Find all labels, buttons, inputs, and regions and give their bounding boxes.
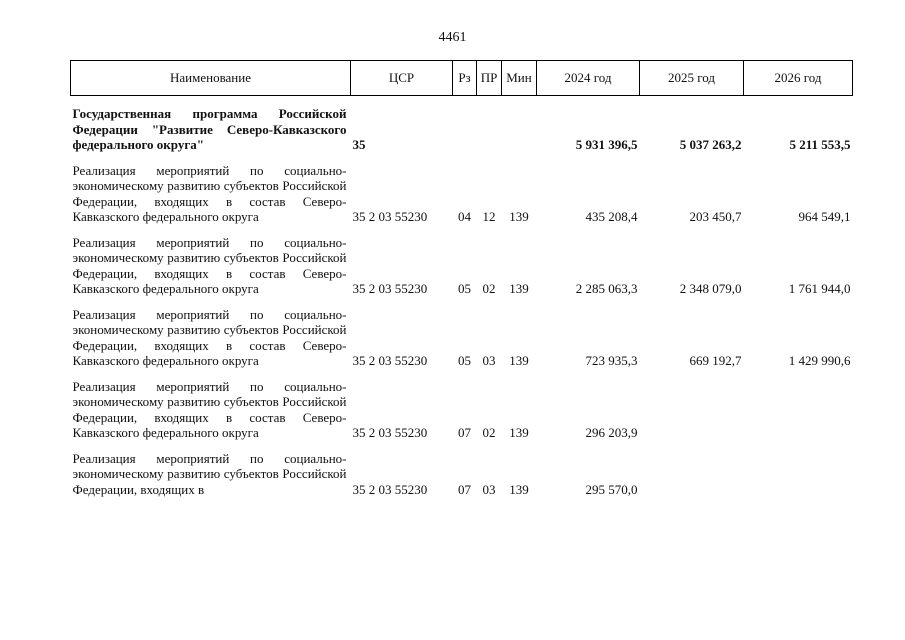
row-csr: 35 2 03 55230 bbox=[352, 209, 428, 224]
row-name: Реализация мероприятий по социально-экономическому развитию субъектов Российской Федерации, входящих в состав Северо-Кавказского федерального округа bbox=[72, 306, 347, 368]
row-2026 bbox=[744, 451, 853, 498]
header-name: Наименование bbox=[71, 61, 351, 96]
budget-table bbox=[70, 60, 853, 497]
row-pr: 03 bbox=[482, 353, 496, 368]
row-pr bbox=[477, 106, 502, 163]
row-2025: 669 192,7 bbox=[689, 353, 742, 368]
row-2025: 5 037 263,2 bbox=[679, 137, 742, 152]
row-name: Реализация мероприятий по социально-экономическому развитию субъектов Российской Федерации, входящих в состав Северо-Кавказского федерального округа bbox=[72, 162, 347, 224]
header-2025: 2025 год bbox=[640, 61, 744, 96]
row-csr: 35 2 03 55230 bbox=[352, 281, 428, 296]
row-pr: 02 bbox=[482, 281, 496, 296]
row-rz: 07 bbox=[458, 481, 471, 497]
row-2025 bbox=[640, 451, 744, 498]
table-row bbox=[71, 307, 853, 379]
row-rz bbox=[453, 106, 477, 163]
table-header-row bbox=[71, 61, 853, 96]
row-2026: 5 211 553,5 bbox=[789, 137, 851, 152]
table-row bbox=[71, 163, 853, 235]
row-name: Реализация мероприятий по социально-экономическому развитию субъектов Российской Федерации, входящих в состав Северо-Кавказского федерального округа bbox=[72, 234, 347, 296]
table-row bbox=[71, 235, 853, 307]
row-pr: 02 bbox=[482, 425, 496, 440]
row-2024: 435 208,4 bbox=[585, 209, 638, 224]
row-2024: 723 935,3 bbox=[585, 353, 638, 368]
row-min: 139 bbox=[509, 353, 529, 368]
row-rz: 05 bbox=[458, 281, 471, 296]
header-2024: 2024 год bbox=[537, 61, 640, 96]
row-2026: 964 549,1 bbox=[798, 209, 851, 224]
row-pr: 12 bbox=[482, 209, 496, 224]
row-name: Реализация мероприятий по социально-экономическому развитию субъектов Российской Федерации, входящих в bbox=[72, 450, 347, 497]
table-row-program bbox=[71, 106, 853, 163]
row-2024: 2 285 063,3 bbox=[575, 281, 638, 296]
row-pr: 03 bbox=[482, 481, 496, 497]
row-min: 139 bbox=[509, 209, 529, 224]
table-row bbox=[71, 451, 853, 498]
header-pr: ПР bbox=[477, 61, 502, 96]
header-2026: 2026 год bbox=[744, 61, 853, 96]
row-min: 139 bbox=[509, 281, 529, 296]
row-2026: 1 429 990,6 bbox=[788, 353, 851, 368]
row-csr: 35 bbox=[352, 137, 366, 152]
row-csr: 35 2 03 55230 bbox=[352, 425, 428, 440]
row-name: Государственная программа Российской Федерации "Развитие Северо-Кавказского федерального округа" bbox=[72, 106, 347, 152]
row-2024: 295 570,0 bbox=[585, 481, 638, 497]
row-min: 139 bbox=[509, 425, 529, 440]
row-name: Реализация мероприятий по социально-экономическому развитию субъектов Российской Федерации, входящих в состав Северо-Кавказского федерального округа bbox=[72, 378, 347, 440]
table-row bbox=[71, 379, 853, 451]
row-2024: 5 931 396,5 bbox=[575, 137, 638, 152]
page-number: 4461 bbox=[438, 30, 467, 45]
row-2026: 1 761 944,0 bbox=[788, 281, 851, 296]
row-csr: 35 2 03 55230 bbox=[352, 353, 428, 368]
row-2024: 296 203,9 bbox=[585, 425, 638, 440]
row-min bbox=[502, 106, 537, 163]
row-csr: 35 2 03 55230 bbox=[352, 481, 428, 497]
row-2025: 2 348 079,0 bbox=[679, 281, 742, 296]
row-rz: 04 bbox=[458, 209, 471, 224]
table-spacer bbox=[71, 96, 853, 107]
row-min: 139 bbox=[509, 481, 529, 497]
row-rz: 05 bbox=[458, 353, 471, 368]
row-rz: 07 bbox=[458, 425, 471, 440]
row-2025 bbox=[640, 379, 744, 451]
header-rz: Рз bbox=[453, 61, 477, 96]
row-2025: 203 450,7 bbox=[689, 209, 742, 224]
row-2026 bbox=[744, 379, 853, 451]
header-min: Мин bbox=[502, 61, 537, 96]
header-csr: ЦСР bbox=[351, 61, 453, 96]
